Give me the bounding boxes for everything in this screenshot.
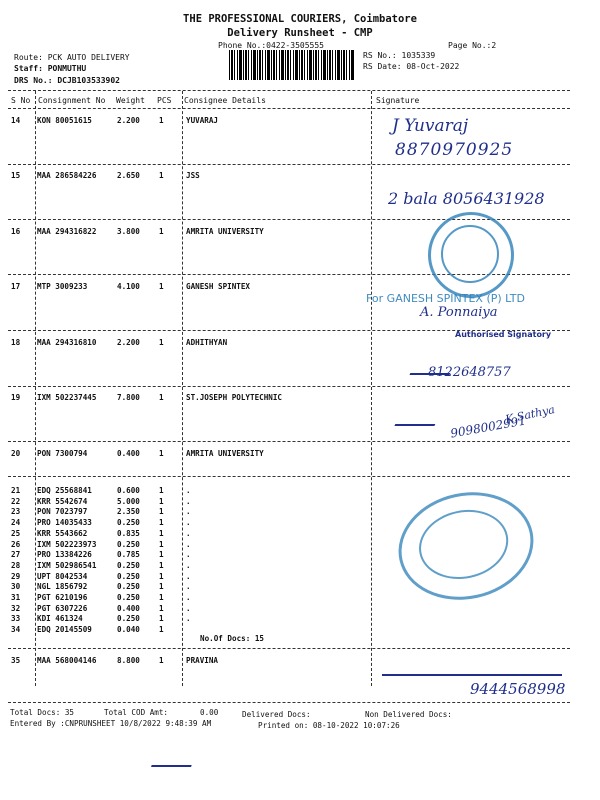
row-sno: 32 bbox=[11, 603, 21, 613]
row-sno: 18 bbox=[11, 338, 21, 347]
row-divider bbox=[8, 648, 570, 649]
col-pcs: PCS bbox=[157, 96, 172, 105]
row-weight: 0.250 bbox=[117, 571, 140, 581]
row-pcs: 1 bbox=[159, 550, 164, 560]
row-sno: 26 bbox=[11, 539, 21, 549]
row-consignment: EDQ 20145509 bbox=[37, 625, 92, 635]
col-weight: Weight bbox=[116, 96, 145, 105]
signature-row-15: 2 bala 8056431928 bbox=[388, 189, 545, 208]
row-divider bbox=[8, 386, 570, 387]
row-consignee: . bbox=[186, 614, 191, 624]
row-sno: 28 bbox=[11, 560, 21, 570]
row-pcs: 1 bbox=[159, 560, 164, 570]
row-consignment: KRR 5543662 bbox=[37, 528, 88, 538]
row-pcs: 1 bbox=[159, 571, 164, 581]
row-pcs: 1 bbox=[159, 171, 164, 180]
row-sno: 15 bbox=[11, 171, 21, 180]
row-weight: 2.200 bbox=[117, 116, 140, 125]
row-consignee: . bbox=[186, 486, 191, 495]
row-sno: 35 bbox=[11, 656, 21, 665]
row-sno: 24 bbox=[11, 518, 21, 528]
row-weight: 2.650 bbox=[117, 171, 140, 180]
row-sno: 19 bbox=[11, 393, 21, 402]
phone-number: Phone No.:0422-3505555 bbox=[218, 41, 324, 50]
col-consignee: Consignee Details bbox=[184, 96, 266, 105]
company-stamp bbox=[388, 480, 543, 612]
row-consignee: AMRITA UNIVERSITY bbox=[186, 227, 264, 236]
row-pcs: 1 bbox=[159, 393, 164, 402]
row-consignment: PGT 6210196 bbox=[37, 593, 88, 602]
row-sno: 22 bbox=[11, 496, 21, 506]
col-divider bbox=[371, 91, 372, 686]
route-label: Route: PCK AUTO DELIVERY bbox=[14, 53, 130, 62]
col-signature: Signature bbox=[376, 96, 420, 105]
row-consignment: MAA 568004146 bbox=[37, 656, 97, 665]
row-consignee: ADHITHYAN bbox=[186, 338, 228, 347]
company-name: THE PROFESSIONAL COURIERS, Coimbatore bbox=[183, 13, 417, 25]
row-pcs: 1 bbox=[159, 496, 164, 506]
col-consignment: Consignment No bbox=[38, 96, 106, 105]
row-weight: 2.350 bbox=[117, 507, 140, 517]
signature-row-19-name: K.Sathya bbox=[504, 402, 556, 427]
row-consignee: . bbox=[186, 582, 191, 592]
total-docs: Total Docs: 35 bbox=[10, 708, 75, 717]
col-divider bbox=[182, 91, 183, 686]
header-bottom-rule bbox=[8, 108, 570, 109]
row-consignment: MTP 3009233 bbox=[37, 282, 88, 291]
row-consignee: . bbox=[186, 571, 191, 581]
signature-scribble bbox=[394, 402, 445, 426]
row-consignment: KON 80051615 bbox=[37, 116, 92, 125]
row-sno: 30 bbox=[11, 582, 21, 592]
row-pcs: 1 bbox=[159, 518, 164, 528]
row-consignment: KRR 5542674 bbox=[37, 496, 88, 506]
row-weight: 0.250 bbox=[117, 539, 140, 549]
row-consignment: PRO 14035433 bbox=[37, 518, 92, 528]
row-pcs: 1 bbox=[159, 614, 164, 624]
signature-row-17-sign: A. Ponnaiya bbox=[420, 305, 498, 320]
row-consignment: MAA 294316810 bbox=[37, 338, 97, 347]
row-consignee: . bbox=[186, 528, 191, 538]
row-weight: 0.250 bbox=[117, 582, 140, 592]
row-consignee: . bbox=[186, 518, 191, 528]
row-sno: 20 bbox=[11, 449, 21, 458]
row-weight: 0.400 bbox=[117, 449, 140, 458]
row-consignee: . bbox=[186, 560, 191, 570]
row-consignee: . bbox=[186, 507, 191, 517]
col-sno: S No bbox=[11, 96, 31, 105]
staff-label: Staff: PONMUTHU bbox=[14, 64, 87, 73]
company-stamp bbox=[428, 212, 514, 298]
initials-scribble bbox=[151, 745, 199, 767]
row-sno: 31 bbox=[11, 593, 21, 602]
page-number: Page No.:2 bbox=[448, 41, 497, 50]
row-weight: 0.600 bbox=[117, 486, 140, 495]
row-weight: 0.250 bbox=[117, 560, 140, 570]
row-pcs: 1 bbox=[159, 116, 164, 125]
signature-row-17-stamp: For GANESH SPINTEX (P) LTD bbox=[366, 292, 525, 305]
row-consignment: PON 7300794 bbox=[37, 449, 88, 458]
row-consignment: IXM 502237445 bbox=[37, 393, 97, 402]
row-sno: 16 bbox=[11, 227, 21, 236]
row-pcs: 1 bbox=[159, 528, 164, 538]
row-consignee: JSS bbox=[186, 171, 200, 180]
signature-row-14-name: J Yuvaraj bbox=[392, 116, 469, 136]
row-weight: 0.040 bbox=[117, 625, 140, 635]
row-divider bbox=[8, 164, 570, 165]
signature-row-14-phone: 8870970925 bbox=[395, 140, 514, 160]
total-cod-value: 0.00 bbox=[200, 708, 219, 717]
col-divider bbox=[35, 91, 36, 686]
row-consignee: . bbox=[186, 593, 191, 602]
row-consignment: PRO 13384226 bbox=[37, 550, 92, 560]
row-weight: 3.800 bbox=[117, 227, 140, 236]
row-divider bbox=[8, 476, 570, 477]
row-consignee: . bbox=[186, 539, 191, 549]
signature-row-18-phone: 8122648757 bbox=[428, 365, 511, 380]
row-consignment: IXM 502986541 bbox=[37, 560, 97, 570]
row-weight: 0.250 bbox=[117, 518, 140, 528]
row-pcs: 1 bbox=[159, 486, 164, 495]
drs-number: DRS No.: DCJB103533902 bbox=[14, 76, 120, 85]
row-weight: 7.800 bbox=[117, 393, 140, 402]
barcode-image bbox=[229, 50, 354, 80]
row-weight: 5.000 bbox=[117, 496, 140, 506]
row-pcs: 1 bbox=[159, 338, 164, 347]
row-consignee: PRAVINA bbox=[186, 656, 219, 665]
signature-scribble bbox=[382, 660, 562, 676]
no-of-docs: No.Of Docs: 15 bbox=[200, 634, 265, 643]
row-pcs: 1 bbox=[159, 656, 164, 665]
non-delivered-docs: Non Delivered Docs: bbox=[365, 710, 452, 719]
row-consignment: PON 7023797 bbox=[37, 507, 88, 517]
row-pcs: 1 bbox=[159, 593, 164, 602]
delivered-docs: Delivered Docs: bbox=[242, 710, 311, 719]
row-sno: 14 bbox=[11, 116, 21, 125]
row-weight: 0.400 bbox=[117, 603, 140, 613]
row-consignee: AMRITA UNIVERSITY bbox=[186, 449, 264, 458]
row-weight: 0.785 bbox=[117, 550, 140, 560]
row-consignee: GANESH SPINTEX bbox=[186, 282, 251, 291]
row-sno: 27 bbox=[11, 550, 21, 560]
row-sno: 17 bbox=[11, 282, 21, 291]
row-pcs: 1 bbox=[159, 227, 164, 236]
total-cod-label: Total COD Amt: bbox=[104, 708, 169, 717]
table-top-rule bbox=[8, 90, 570, 91]
row-weight: 0.835 bbox=[117, 528, 140, 538]
row-pcs: 1 bbox=[159, 539, 164, 549]
row-pcs: 1 bbox=[159, 449, 164, 458]
row-sno: 33 bbox=[11, 614, 21, 624]
row-sno: 23 bbox=[11, 507, 21, 517]
signature-row-35-phone: 9444568998 bbox=[470, 680, 566, 698]
row-weight: 4.100 bbox=[117, 282, 140, 291]
row-pcs: 1 bbox=[159, 625, 164, 635]
rs-number: RS No.: 1035339 bbox=[363, 51, 436, 60]
row-consignment: KDI 461324 bbox=[37, 614, 83, 624]
signature-row-18-stamp: Authorised Signatory bbox=[455, 330, 552, 339]
row-consignee: . bbox=[186, 496, 191, 506]
row-consignment: UPT 8042534 bbox=[37, 571, 88, 581]
row-divider bbox=[8, 441, 570, 442]
row-consignment: NGL 1856792 bbox=[37, 582, 88, 592]
row-sno: 21 bbox=[11, 486, 21, 495]
row-consignee: ST.JOSEPH POLYTECHNIC bbox=[186, 393, 283, 402]
row-pcs: 1 bbox=[159, 282, 164, 291]
row-pcs: 1 bbox=[159, 603, 164, 613]
row-consignment: EDQ 25568841 bbox=[37, 486, 92, 495]
signature-row-19-phone: 9098002991 bbox=[449, 413, 527, 441]
row-consignee: . bbox=[186, 550, 191, 560]
entered-by: Entered By :CNPRUNSHEET 10/8/2022 9:48:39 AM bbox=[10, 719, 212, 728]
row-sno: 25 bbox=[11, 528, 21, 538]
row-consignment: PGT 6307226 bbox=[37, 603, 88, 613]
row-weight: 0.250 bbox=[117, 614, 140, 624]
row-consignee: . bbox=[186, 603, 191, 613]
row-consignment: MAA 286584226 bbox=[37, 171, 97, 180]
rs-date: RS Date: 08-Oct-2022 bbox=[363, 62, 460, 71]
row-consignment: IXM 502223973 bbox=[37, 539, 97, 549]
row-consignment: MAA 294316822 bbox=[37, 227, 97, 236]
row-weight: 8.800 bbox=[117, 656, 140, 665]
row-consignee: YUVARAJ bbox=[186, 116, 219, 125]
row-weight: 0.250 bbox=[117, 593, 140, 602]
document-title: Delivery Runsheet - CMP bbox=[227, 27, 373, 39]
table-bottom-rule bbox=[8, 702, 570, 703]
row-sno: 34 bbox=[11, 625, 21, 635]
printed-on: Printed on: 08-10-2022 10:07:26 bbox=[258, 721, 400, 730]
row-weight: 2.200 bbox=[117, 338, 140, 347]
row-sno: 29 bbox=[11, 571, 21, 581]
row-pcs: 1 bbox=[159, 582, 164, 592]
row-pcs: 1 bbox=[159, 507, 164, 517]
